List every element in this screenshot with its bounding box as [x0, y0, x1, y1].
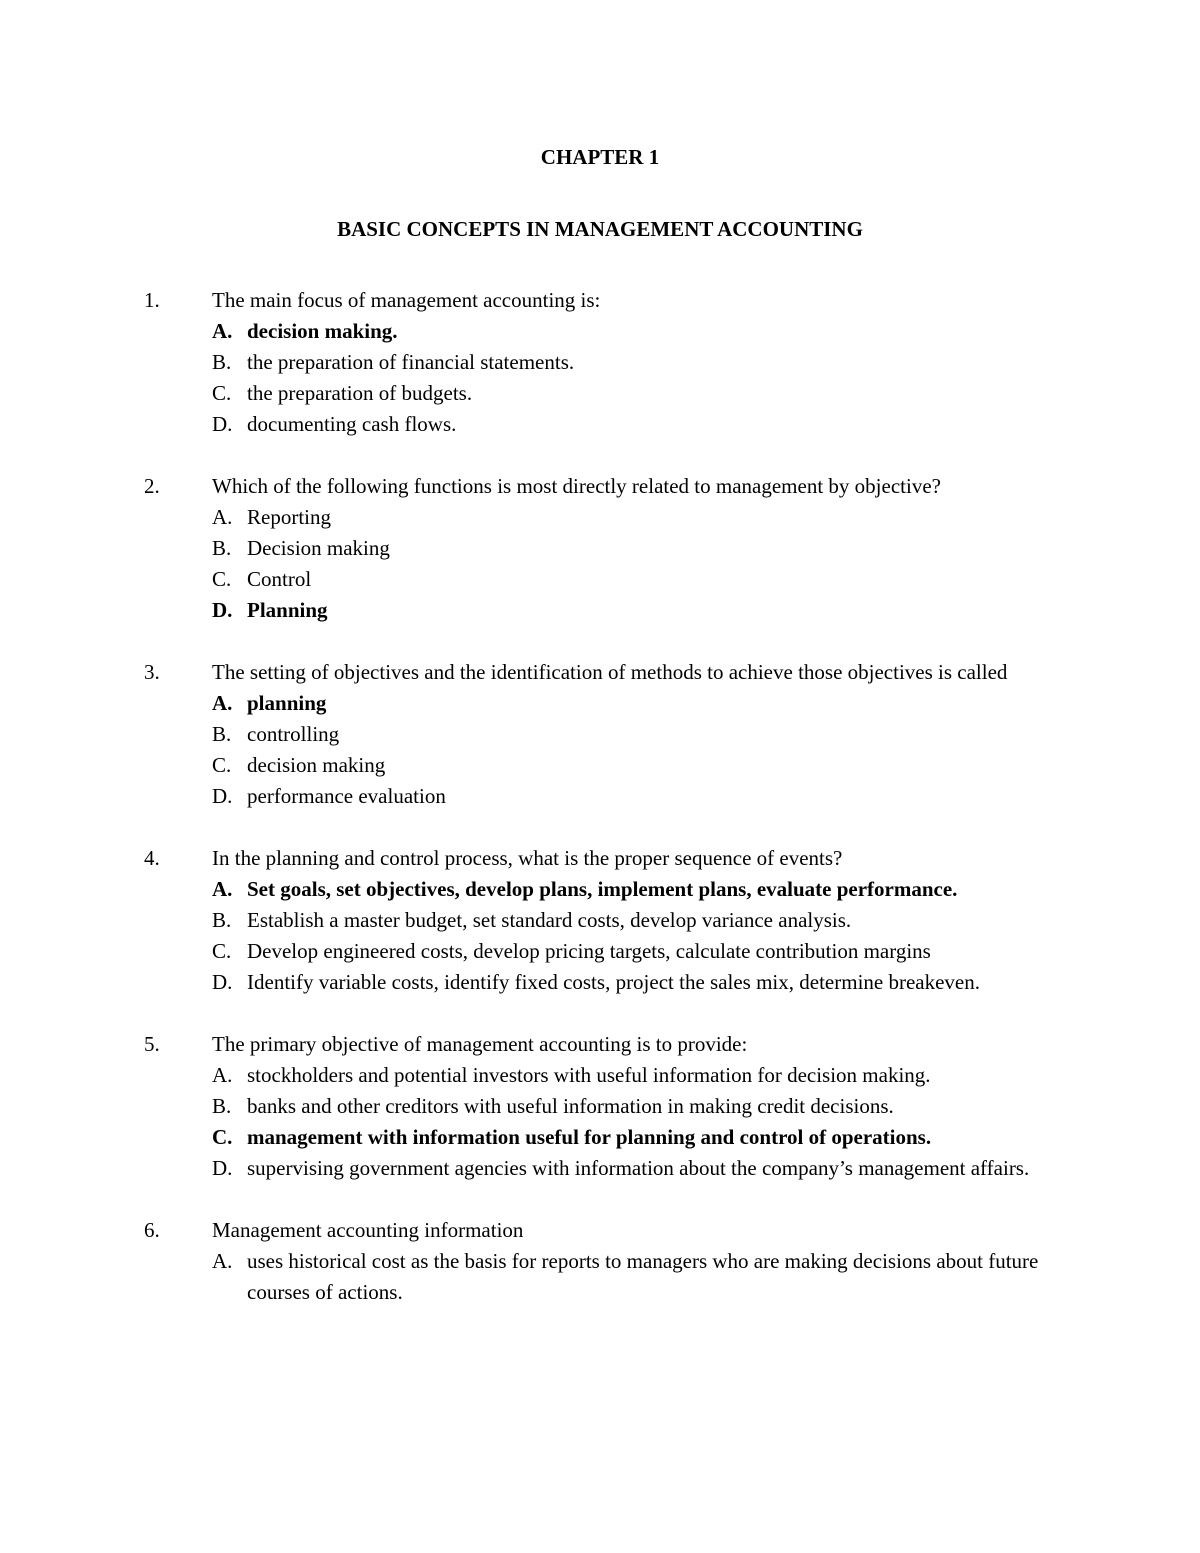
option-text: performance evaluation	[247, 784, 446, 808]
chapter-heading: CHAPTER 1	[540, 145, 660, 169]
question-number: 2.	[144, 474, 160, 498]
option-letter: D.	[212, 598, 233, 622]
answer-option	[212, 936, 1067, 967]
answer-option-correct	[212, 688, 1067, 719]
option-text: stockholders and potential investors with useful information for decision making.	[247, 1063, 931, 1087]
question-5	[0, 1029, 1200, 1184]
question-stem	[144, 285, 1072, 316]
option-letter: C.	[212, 567, 232, 591]
option-text: documenting cash flows.	[247, 412, 457, 436]
option-letter: D.	[212, 784, 233, 808]
answer-option	[212, 905, 1067, 936]
question-text: Management accounting information	[212, 1218, 524, 1242]
answer-option	[212, 967, 1067, 998]
answer-option	[212, 1091, 1067, 1122]
question-number: 5.	[144, 1032, 160, 1056]
option-letter: D.	[212, 412, 233, 436]
option-text: Decision making	[247, 536, 390, 560]
answer-option	[212, 719, 1067, 750]
option-text: Establish a master budget, set standard costs, develop variance analysis.	[247, 908, 852, 932]
question-6	[0, 1215, 1200, 1308]
option-letter: A.	[212, 319, 233, 343]
option-text: Planning	[247, 598, 328, 622]
question-stem	[144, 471, 1072, 502]
question-2	[0, 471, 1200, 626]
question-text: The primary objective of management accounting is to provide:	[212, 1032, 748, 1056]
question-number: 3.	[144, 660, 160, 684]
option-text: decision making.	[247, 319, 398, 343]
answer-option-correct	[212, 874, 1067, 905]
question-number: 6.	[144, 1218, 160, 1242]
option-text: Set goals, set objectives, develop plans, implement plans, evaluate performance.	[247, 877, 958, 901]
option-text: banks and other creditors with useful information in making credit decisions.	[247, 1094, 894, 1118]
answer-option-correct	[212, 316, 1067, 347]
option-letter: D.	[212, 970, 233, 994]
option-letter: A.	[212, 1063, 233, 1087]
question-list	[0, 285, 1200, 1339]
question-4	[0, 843, 1200, 998]
answer-option	[212, 564, 1067, 595]
option-letter: A.	[212, 877, 233, 901]
answer-option	[212, 502, 1067, 533]
option-text: planning	[247, 691, 327, 715]
option-letter: B.	[212, 908, 232, 932]
question-stem	[144, 657, 1072, 688]
question-1	[0, 285, 1200, 440]
option-text: Reporting	[247, 505, 331, 529]
option-letter: B.	[212, 350, 232, 374]
question-text: The main focus of management accounting is:	[212, 288, 601, 312]
document-title: BASIC CONCEPTS IN MANAGEMENT ACCOUNTING	[337, 217, 863, 241]
option-letter: D.	[212, 1156, 233, 1180]
option-letter: B.	[212, 722, 232, 746]
option-letter: A.	[212, 691, 233, 715]
option-text: Develop engineered costs, develop pricing targets, calculate contribution margins	[247, 939, 931, 963]
question-stem	[144, 1029, 1072, 1060]
answer-option	[212, 750, 1067, 781]
option-text: controlling	[247, 722, 340, 746]
answer-option	[212, 378, 1067, 409]
option-letter: B.	[212, 1094, 232, 1118]
answer-option	[212, 409, 1067, 440]
option-text: Identify variable costs, identify fixed costs, project the sales mix, determine breakeven.	[247, 970, 981, 994]
question-text: The setting of objectives and the identification of methods to achieve those objectives is called	[212, 660, 1008, 684]
option-text: management with information useful for planning and control of operations.	[247, 1125, 932, 1149]
answer-option	[212, 347, 1067, 378]
option-letter: B.	[212, 536, 232, 560]
answer-option-correct	[212, 595, 1067, 626]
answer-option-correct	[212, 1122, 1067, 1153]
option-text: uses historical cost as the basis for reports to managers who are making decisions about future courses of actions.	[247, 1249, 1039, 1304]
answer-option	[212, 781, 1067, 812]
option-letter: C.	[212, 939, 232, 963]
option-text: the preparation of financial statements.	[247, 350, 575, 374]
option-letter: A.	[212, 505, 233, 529]
question-number: 1.	[144, 288, 160, 312]
option-text: Control	[247, 567, 312, 591]
question-stem	[144, 1215, 1072, 1246]
answer-option	[212, 1246, 1067, 1308]
option-text: decision making	[247, 753, 386, 777]
option-letter: C.	[212, 1125, 233, 1149]
question-3	[0, 657, 1200, 812]
answer-option	[212, 1060, 1067, 1091]
answer-option	[212, 533, 1067, 564]
question-number: 4.	[144, 846, 160, 870]
question-text: Which of the following functions is most directly related to management by objective?	[212, 474, 941, 498]
answer-option	[212, 1153, 1067, 1184]
option-letter: A.	[212, 1249, 233, 1273]
option-letter: C.	[212, 753, 232, 777]
option-letter: C.	[212, 381, 232, 405]
option-text: supervising government agencies with information about the company’s management affairs.	[247, 1156, 1030, 1180]
option-text: the preparation of budgets.	[247, 381, 473, 405]
question-stem	[144, 843, 1072, 874]
question-text: In the planning and control process, what is the proper sequence of events?	[212, 846, 843, 870]
